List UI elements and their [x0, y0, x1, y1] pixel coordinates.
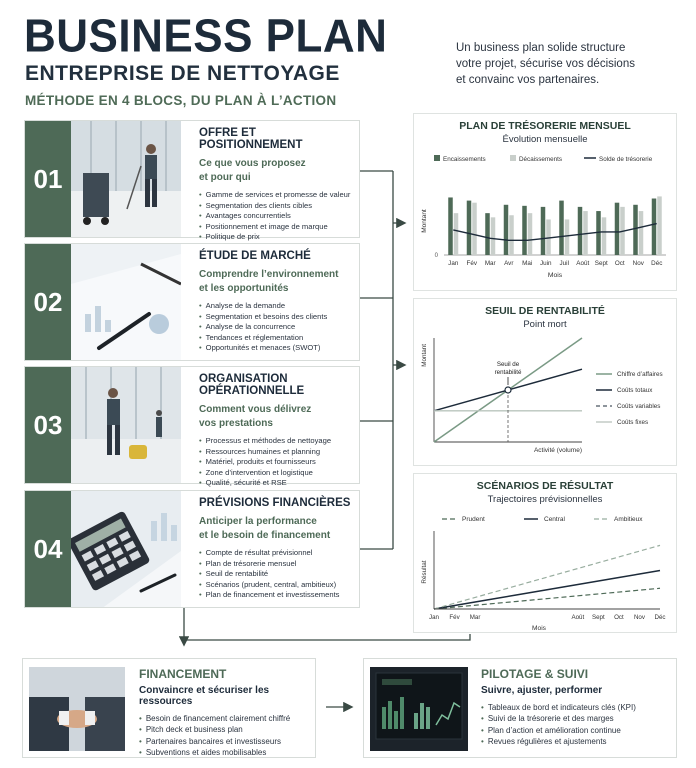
block-number: 02	[25, 244, 71, 360]
block-subtitle-line: Ce que vous proposez	[199, 158, 306, 169]
block-number: 04	[25, 491, 71, 607]
tick-label: Jan	[429, 614, 439, 621]
list-item: • Segmentation et besoins des clients	[199, 312, 353, 323]
bar-encaissements	[522, 206, 527, 255]
y-axis-label: Montant	[421, 344, 428, 367]
card-list	[481, 702, 670, 747]
list-item: • Compte de résultat prévisionnel	[199, 548, 353, 559]
tick-label: Avr	[504, 260, 514, 267]
tick-label: Nov	[632, 260, 644, 267]
x-axis-label: Mois	[532, 625, 546, 632]
list-item: • Partenaires bancaires et investisseurs	[139, 736, 309, 747]
handshake-photo	[29, 667, 125, 751]
list-item: • Analyse de la concurrence	[199, 322, 353, 333]
breakeven-point	[505, 387, 511, 393]
list-item: • Processus et méthodes de nettoyage	[199, 436, 353, 447]
legend-label: Coûts totaux	[617, 387, 653, 394]
block-number: 03	[25, 367, 71, 483]
intro-line: et convainc vos partenaires.	[456, 74, 600, 86]
legend-label: Encaissements	[443, 156, 486, 163]
tick-label: Juin	[539, 260, 552, 267]
block-subtitle-line: et le besoin de financement	[199, 530, 331, 541]
bar-encaissements	[633, 205, 638, 255]
legend-label: Ambitieux	[614, 516, 643, 523]
bar-decaissements	[472, 203, 477, 255]
tick-label: Déc	[651, 260, 663, 267]
scenario-chart-card	[413, 473, 677, 633]
breakeven-chart	[414, 330, 678, 466]
block-subtitle-line: Comprendre l’environnement	[199, 269, 339, 280]
annotation-label: rentabilité	[494, 369, 522, 376]
bar-encaissements	[559, 201, 564, 255]
bar-encaissements	[652, 199, 657, 255]
bar-encaissements	[504, 205, 509, 255]
chart-subtitle: Trajectoires prévisionnelles	[487, 494, 603, 505]
list-item: • Tendances et réglementation	[199, 333, 353, 344]
list-item: • Qualité, sécurité et RSE	[199, 478, 353, 489]
list-item: • Politique de prix	[199, 232, 353, 243]
bar-encaissements	[485, 213, 490, 255]
block-title: PRÉVISIONS FINANCIÈRES	[199, 497, 351, 509]
tick-label: Mai	[522, 260, 533, 267]
dashboard-screen-photo	[370, 667, 468, 751]
intro-line: votre projet, sécurise vos décisions	[456, 58, 635, 70]
tick-label: Juil	[559, 260, 569, 267]
x-axis-label: Mois	[547, 272, 563, 279]
chart-title: SCÉNARIOS DE RÉSULTAT	[476, 480, 614, 492]
legend-label: Prudent	[462, 516, 485, 523]
list-item: • Positionnement et image de marque	[199, 222, 353, 233]
list-item: • Analyse de la demande	[199, 301, 353, 312]
list-item: • Seuil de rentabilité	[199, 569, 353, 580]
bar-decaissements	[639, 211, 644, 255]
list-item: • Avantages concurrentiels	[199, 211, 353, 222]
list-item: • Suivi de la trésorerie et des marges	[481, 713, 670, 724]
list-item: • Plan de financement et investissements	[199, 590, 353, 601]
bar-encaissements	[578, 207, 583, 255]
pilotage-card	[363, 658, 677, 758]
treasury-chart	[414, 145, 678, 291]
block-subtitle-line: vos prestations	[199, 418, 273, 429]
list-item: • Zone d’intervention et logistique	[199, 468, 353, 479]
tick-label: Fév	[466, 260, 477, 267]
tick-label: Oct	[614, 260, 625, 267]
page-subtitle: ENTREPRISE DE NETTOYAGE	[25, 62, 340, 85]
block-subtitle-line: Comment vous délivrez	[199, 404, 312, 415]
list-item: • Gamme de services et promesse de valeur	[199, 190, 353, 201]
tick-label: Août	[571, 614, 585, 621]
legend-label: Chiffre d’affaires	[617, 371, 663, 378]
block-title: ÉTUDE DE MARCHÉ	[199, 250, 311, 262]
bar-decaissements	[454, 213, 459, 255]
tick-label: Sept	[594, 260, 608, 267]
block-subtitle-line: Anticiper la performance	[199, 516, 317, 527]
chart-title: PLAN DE TRÉSORERIE MENSUEL	[459, 120, 631, 132]
intro-line: Un business plan solide structure	[456, 42, 626, 54]
bar-encaissements	[541, 207, 546, 255]
annotation-label: Seuil de	[496, 361, 520, 368]
list-item: • Plan d’action et amélioration continue	[481, 725, 670, 736]
tick-label: Oct	[614, 614, 624, 621]
x-axis-label: Activité (volume)	[533, 447, 582, 454]
block-subtitle-line: et pour qui	[199, 172, 251, 183]
list-item: • Opportunités et menaces (SWOT)	[199, 343, 353, 354]
bar-encaissements	[615, 203, 620, 255]
bar-decaissements	[528, 213, 533, 255]
financement-card	[22, 658, 316, 758]
list-item: • Ressources humaines et planning	[199, 447, 353, 458]
legend-label: Solde de trésorerie	[599, 156, 653, 163]
series-line	[434, 571, 660, 609]
series-line	[434, 545, 660, 609]
card-subtitle: Convaincre et sécuriser les ressources	[139, 685, 270, 707]
card-list	[139, 713, 309, 758]
list-item: • Segmentation des clients cibles	[199, 201, 353, 212]
treasury-chart-card	[413, 113, 677, 291]
tick-label: Nov	[633, 614, 645, 621]
scenario-chart	[414, 505, 678, 633]
list-item: • Scénarios (prudent, central, ambitieux)	[199, 580, 353, 591]
list-item: • Pitch deck et business plan	[139, 724, 309, 735]
page-title: BUSINESS PLAN	[24, 10, 388, 63]
bar-decaissements	[491, 217, 496, 255]
legend-label: Décaissements	[519, 156, 563, 163]
legend-swatch	[434, 155, 440, 161]
list-item: • Plan de trésorerie mensuel	[199, 559, 353, 570]
legend-label: Coûts variables	[617, 403, 661, 410]
card-title: FINANCEMENT	[139, 667, 227, 681]
block-subtitle-line: et les opportunités	[199, 283, 289, 294]
bar-encaissements	[448, 197, 453, 255]
y-axis-label: Montant	[421, 209, 428, 233]
list-item: • Besoin de financement clairement chiffré	[139, 713, 309, 724]
block-title: ORGANISATION OPÉRATIONNELLE	[199, 373, 305, 397]
bar-decaissements	[509, 215, 514, 255]
y-axis-label: Résultat	[421, 560, 428, 584]
bar-encaissements	[467, 201, 472, 255]
legend-label: Coûts fixes	[617, 419, 649, 426]
card-title: PILOTAGE & SUIVI	[481, 667, 589, 681]
block-title: OFFRE ET POSITIONNEMENT	[199, 127, 303, 151]
chart-title: SEUIL DE RENTABILITÉ	[485, 305, 605, 317]
list-item: • Subventions et aides mobilisables	[139, 747, 309, 758]
bar-decaissements	[657, 196, 662, 255]
list-item: • Revues régulières et ajustements	[481, 736, 670, 747]
tick-label: Août	[576, 260, 590, 267]
tick-label: Mar	[469, 614, 481, 621]
tick-label: Déc	[654, 614, 666, 621]
line-solde	[453, 224, 657, 241]
bar-decaissements	[602, 217, 607, 255]
method-tagline: MÉTHODE EN 4 BLOCS, DU PLAN À L’ACTION	[25, 93, 337, 108]
bar-decaissements	[565, 219, 570, 255]
legend-swatch	[510, 155, 516, 161]
chart-subtitle: Évolution mensuelle	[502, 134, 588, 145]
tick-label: Jan	[448, 260, 459, 267]
tick-label: 0	[434, 253, 438, 259]
card-subtitle: Suivre, ajuster, performer	[481, 685, 603, 696]
tick-label: Fév	[449, 614, 460, 621]
block-number: 01	[25, 121, 71, 237]
series-line	[434, 588, 660, 609]
list-item: • Tableaux de bord et indicateurs clés (KPI)	[481, 702, 670, 713]
list-item: • Matériel, produits et fournisseurs	[199, 457, 353, 468]
chart-subtitle: Point mort	[523, 319, 567, 330]
breakeven-chart-card	[413, 298, 677, 466]
tick-label: Mar	[484, 260, 496, 267]
tick-label: Sept	[591, 614, 605, 621]
legend-label: Central	[544, 516, 565, 523]
